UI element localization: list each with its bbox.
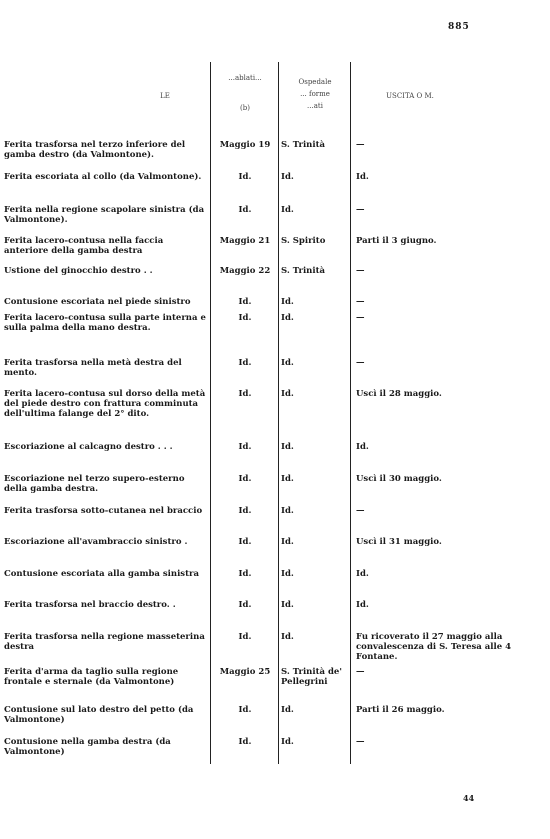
hospital-name: Id. (281, 313, 294, 323)
injury-description: Ustione del ginocchio destro . . (4, 266, 153, 276)
exit-status: Uscì il 28 maggio. (356, 389, 442, 399)
hospital-name: S. Trinità (281, 140, 326, 150)
exit-status: Id. (356, 600, 369, 610)
admission-date: Maggio 19 (219, 140, 271, 150)
injury-description: Ferita trasforsa nella regione masseterina destra (4, 632, 205, 652)
exit-status: — (356, 140, 365, 150)
header-col2-bottom: (b) (240, 104, 250, 112)
hospital-name: Id. (281, 600, 294, 610)
hospital-name: Id. (281, 474, 294, 484)
exit-status: Uscì il 31 maggio. (356, 537, 442, 547)
hospital-name: S. Trinità (281, 266, 326, 276)
injury-description: Ferita trasforsa nella metà destra del mento. (4, 358, 182, 378)
exit-status: Fu ricoverato il 27 maggio alla convalescenza di S. Teresa alle 4 Fontane. (356, 632, 511, 662)
column-rule-3 (350, 62, 351, 764)
exit-status: — (356, 667, 365, 677)
injury-description: Ferita nella regione scapolare sinistra (da Valmontone). (4, 205, 205, 225)
injury-description: Ferita trasforsa sotto-cutanea nel braccio (4, 506, 203, 516)
admission-date: Id. (238, 172, 252, 182)
header-col3-line3: ...ati (307, 102, 323, 110)
header-col3-line2: ... forme (300, 90, 330, 98)
admission-date: Id. (238, 358, 252, 368)
admission-date: Maggio 21 (219, 236, 271, 246)
injury-description: Ferita trasforsa nel terzo inferiore del gamba destro (da Valmontone). (4, 140, 186, 160)
injury-description: Escoriazione al calcagno destro . . . (4, 442, 173, 452)
injury-description: Contusione nella gamba destra (da Valmontone) (4, 737, 171, 757)
hospital-name: Id. (281, 442, 294, 452)
injury-description: Contusione sul lato destro del petto (da Valmontone) (4, 705, 194, 725)
admission-date: Id. (238, 297, 252, 307)
hospital-name: Id. (281, 205, 294, 215)
exit-status: — (356, 313, 365, 323)
exit-status: — (356, 266, 365, 276)
exit-status: — (356, 358, 365, 368)
admission-date: Id. (238, 389, 252, 399)
exit-status: Id. (356, 569, 369, 579)
hospital-name: Id. (281, 389, 294, 399)
hospital-name: S. Spirito (281, 236, 326, 246)
header-col2-top: ...ablati... (228, 74, 262, 82)
hospital-name: Id. (281, 358, 294, 368)
hospital-name: Id. (281, 172, 294, 182)
injury-description: Contusione escoriata alla gamba sinistra (4, 569, 200, 579)
exit-status: Id. (356, 172, 369, 182)
admission-date: Id. (238, 737, 252, 747)
hospital-name: Id. (281, 569, 294, 579)
header-col4: USCITA O M. (386, 92, 434, 100)
header-col3-line1: Ospedale (298, 78, 332, 86)
admission-date: Id. (238, 600, 252, 610)
injury-description: Ferita lacero-contusa nella faccia anteriore della gamba destra (4, 236, 164, 256)
admission-date: Id. (238, 537, 252, 547)
header-col1: LE (160, 92, 170, 100)
hospital-name: Id. (281, 705, 294, 715)
admission-date: Id. (238, 506, 252, 516)
exit-status: Parti il 26 maggio. (356, 705, 445, 715)
injury-description: Escoriazione nel terzo supero-esterno della gamba destra. (4, 474, 185, 494)
column-rule-1 (210, 62, 211, 764)
admission-date: Maggio 25 (219, 667, 271, 677)
admission-date: Id. (238, 569, 252, 579)
admission-date: Id. (238, 474, 252, 484)
admission-date: Id. (238, 705, 252, 715)
page-number-bottom: 44 (463, 793, 475, 803)
exit-status: — (356, 737, 365, 747)
injury-description: Ferita lacero-contusa sul dorso della metà del piede destro con frattura comminuta dell'ultima falange del 2° dito. (4, 389, 206, 419)
admission-date: Id. (238, 442, 252, 452)
injury-description: Ferita d'arma da taglio sulla regione frontale e sternale (da Valmontone) (4, 667, 179, 687)
exit-status: Parti il 3 giugno. (356, 236, 437, 246)
injury-description: Contusione escoriata nel piede sinistro (4, 297, 191, 307)
injury-description: Ferita escoriata al collo (da Valmontone). (4, 172, 202, 182)
hospital-name: Id. (281, 297, 294, 307)
hospital-name: Id. (281, 632, 294, 642)
hospital-name: Id. (281, 537, 294, 547)
admission-date: Maggio 22 (219, 266, 271, 276)
page-number: 885 (448, 22, 470, 32)
exit-status: — (356, 205, 365, 215)
exit-status: — (356, 506, 365, 516)
injury-description: Ferita lacero-contusa sulla parte interna e sulla palma della mano destra. (4, 313, 206, 333)
column-rule-2 (278, 62, 279, 764)
injury-description: Ferita trasforsa nel braccio destro. . (4, 600, 176, 610)
admission-date: Id. (238, 205, 252, 215)
hospital-name: Id. (281, 506, 294, 516)
admission-date: Id. (238, 632, 252, 642)
hospital-name: Id. (281, 737, 294, 747)
exit-status: Id. (356, 442, 369, 452)
admission-date: Id. (238, 313, 252, 323)
exit-status: — (356, 297, 365, 307)
exit-status: Uscì il 30 maggio. (356, 474, 442, 484)
hospital-name: S. Trinità de' Pellegrini (281, 667, 342, 687)
injury-description: Escoriazione all'avambraccio sinistro . (4, 537, 188, 547)
